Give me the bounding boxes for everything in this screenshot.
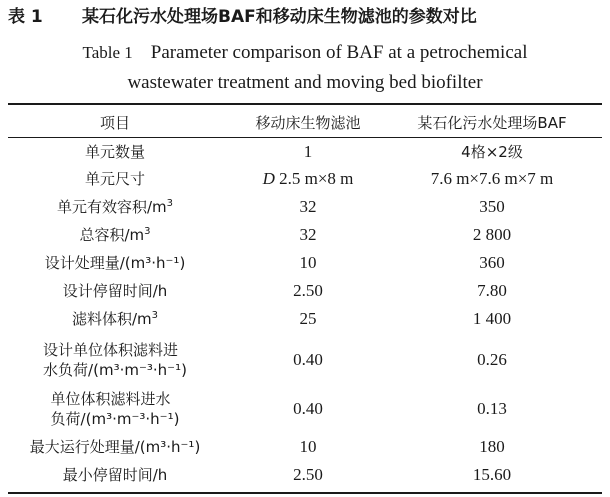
table-label-chinese: 表 1 <box>8 7 43 27</box>
row-label <box>0 340 230 380</box>
row-value-baf: 1 400 <box>472 309 512 328</box>
row-value-biofilter: 2.50 <box>293 465 323 484</box>
table-title-english-line2: wastewater treatment and moving bed biofilter <box>127 72 483 93</box>
row-value-baf: 15.60 <box>472 465 512 484</box>
diameter-symbol: D <box>262 169 275 188</box>
row-value-biofilter: 32 <box>299 225 317 244</box>
table-row <box>0 251 610 275</box>
row-value-baf: 7.6 m×7.6 m×7 m <box>430 169 554 188</box>
row-value-baf: 2 800 <box>472 225 512 244</box>
row-value-biofilter: D 2.5 m×8 m <box>262 169 354 188</box>
row-value-biofilter: 1 <box>303 142 313 161</box>
table-title-chinese: 某石化污水处理场BAF和移动床生物滤池的参数对比 <box>82 7 477 27</box>
row-value-biofilter: 0.40 <box>293 399 323 418</box>
row-value-biofilter: 2.50 <box>293 281 323 300</box>
row-value-baf: 7.80 <box>477 281 507 300</box>
row-value-baf: 350 <box>479 197 505 216</box>
row-label: 单元有效容积$/m^3$ <box>56 198 174 216</box>
row-value-baf: 360 <box>479 253 505 272</box>
table-title-english-line1: Parameter comparison of BAF at a petrochemical <box>150 42 528 63</box>
row-value-biofilter: 25 <box>299 309 317 328</box>
table-label-english: Table 1 <box>82 43 133 62</box>
table-row <box>0 435 610 459</box>
row-value-biofilter: 10 <box>299 253 317 272</box>
table-row <box>0 307 610 331</box>
row-value-biofilter: 32 <box>299 197 317 216</box>
table-header-row <box>0 111 610 135</box>
row-value-baf: 0.26 <box>477 350 507 369</box>
row-label-line1: 单位体积滤料进水 <box>50 390 171 408</box>
row-label: 设计停留时间/h <box>62 282 168 300</box>
table-row <box>0 223 610 247</box>
header-petrochemical-baf: 某石化污水处理场BAF <box>417 114 567 132</box>
table-row <box>0 279 610 303</box>
row-label: 最小停留时间/h <box>62 466 168 484</box>
row-label: 设计处理量/(m³·h⁻¹) <box>44 254 186 272</box>
top-rule <box>8 103 602 105</box>
row-label: 总容积$/m^3$ <box>79 226 151 244</box>
table-row <box>0 387 610 431</box>
header-rule <box>8 137 602 138</box>
row-label: 滤料体积$/m^3$ <box>71 310 159 328</box>
row-label: 单元数量 <box>84 143 145 161</box>
bottom-rule <box>8 492 602 494</box>
table-caption-english-line1 <box>0 40 610 66</box>
row-label-line1: 设计单位体积滤料进 <box>43 341 179 359</box>
row-value-baf: 4格×2级 <box>461 143 523 161</box>
row-label: 最大运行处理量/(m³·h⁻¹) <box>29 438 201 456</box>
table-row <box>0 463 610 487</box>
table-row <box>0 167 610 191</box>
row-value-baf: 0.13 <box>477 399 507 418</box>
header-moving-bed-biofilter: 移动床生物滤池 <box>255 114 361 132</box>
table-caption-chinese <box>0 4 610 30</box>
row-value-biofilter: 0.40 <box>293 350 323 369</box>
header-item: 项目 <box>99 114 130 132</box>
row-label: 单元尺寸 <box>84 170 145 188</box>
row-label-line2: 水负荷/(m³·m⁻³·h⁻¹) <box>43 361 187 379</box>
row-label-line2: 负荷/(m³·m⁻³·h⁻¹) <box>50 410 180 428</box>
table-row <box>0 338 610 382</box>
row-value-baf: 180 <box>479 437 505 456</box>
row-value-biofilter: 10 <box>299 437 317 456</box>
table-row <box>0 140 610 164</box>
row-label <box>0 389 230 429</box>
table-row <box>0 195 610 219</box>
